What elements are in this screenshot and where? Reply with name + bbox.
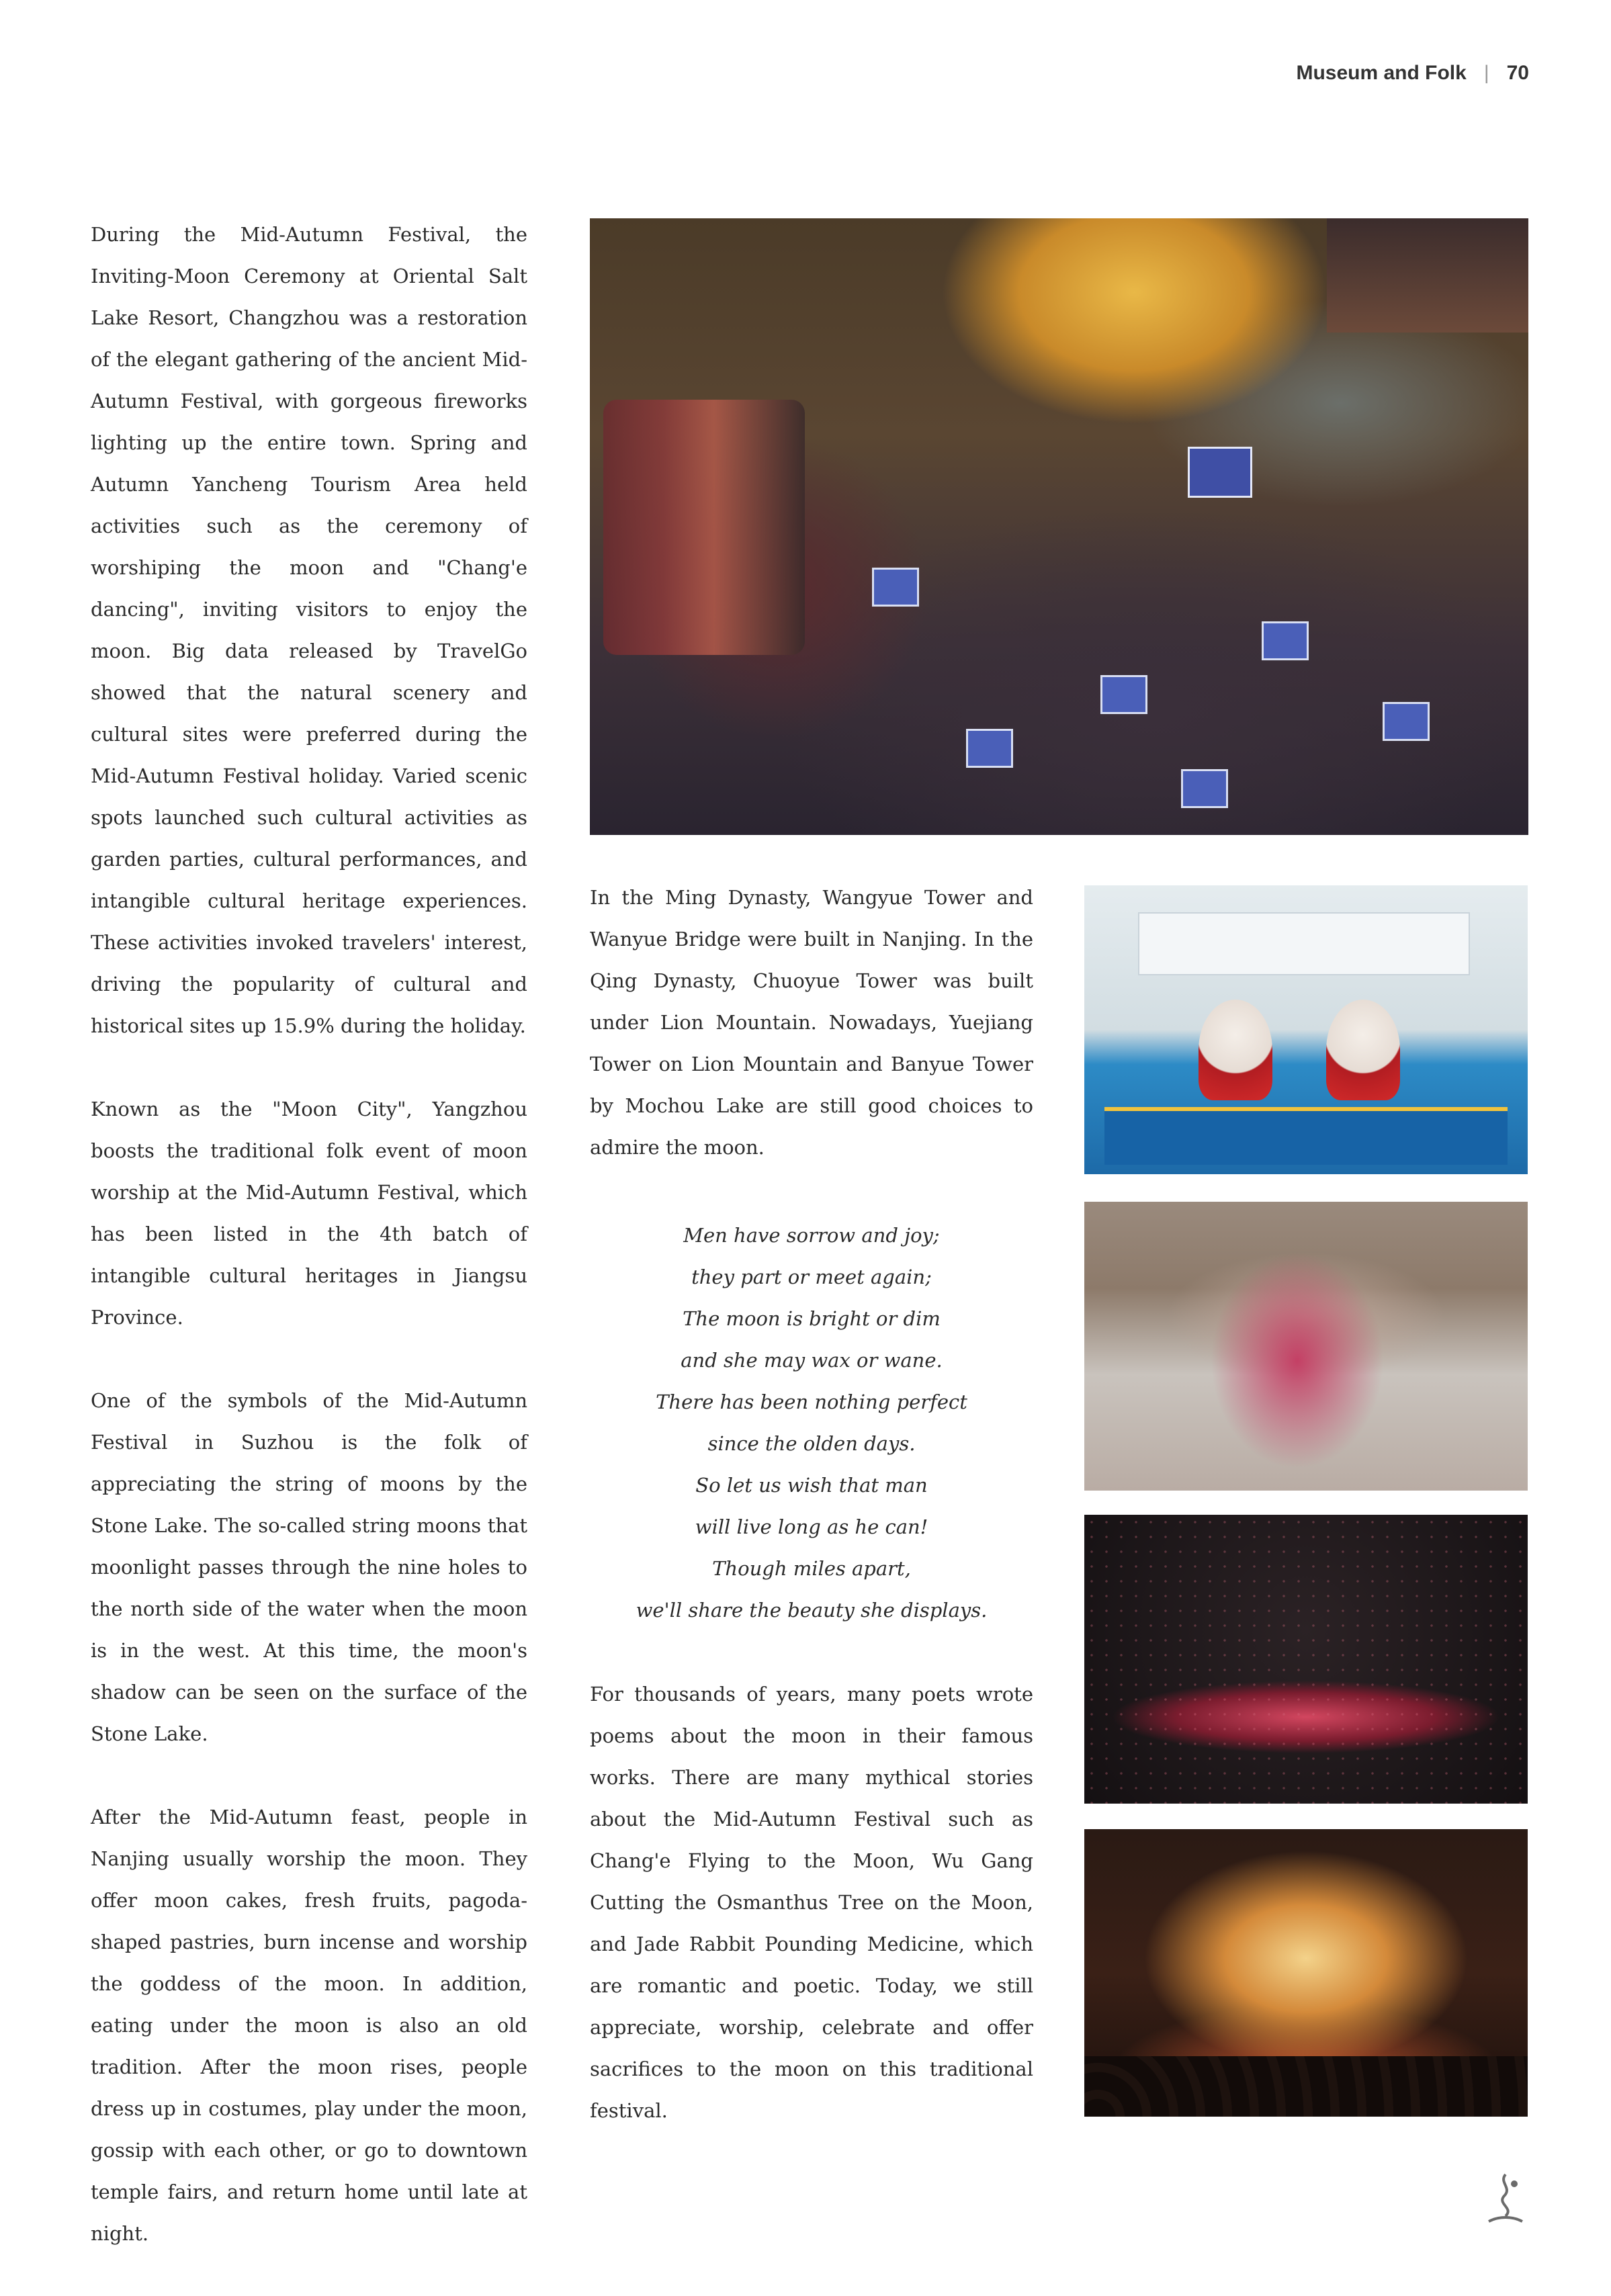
poem-line: since the olden days.: [707, 1432, 916, 1455]
exhibition-sign-shape: [1138, 912, 1470, 975]
night-stage-performance-photo: [1084, 1515, 1528, 1804]
mascot-figure-shape: [1199, 1000, 1272, 1100]
stage-lights-texture: [1084, 1515, 1528, 1804]
section-title: Museum and Folk: [1296, 62, 1467, 84]
crowd-festival-photo: [590, 218, 1528, 835]
poem-line: and she may wax or wane.: [681, 1349, 943, 1372]
poem-line: The moon is bright or dim: [683, 1307, 941, 1330]
poem-line: will live long as he can!: [695, 1515, 928, 1538]
paragraph-changzhou: During the Mid-Autumn Festival, the Inviting-Moon Ceremony at Oriental Salt Lake Resort, Changzhou was a restoration of the elegant gathering of the ancient Mid-Autumn Festival, with gorgeous fireworks lighting up the entire town. Spring and Autumn Yancheng Tourism Area held activities such as the ceremony of worshiping the moon and "Chang'e dancing", inviting visitors to enjoy the moon. Big data released by TravelGo showed that the natural scenery and cultural sites were preferred during the Mid-Autumn Festival holiday. Varied scenic spots launched such cultural activities as garden parties, cultural performances, and intangible cultural heritage experiences. These activities invoked travelers' interest, driving the popularity of cultural and historical sites up 15.9% during the holiday.: [91, 223, 527, 1037]
paragraph-suzhou: One of the symbols of the Mid-Autumn Festival in Suzhou is the folk of appreciating the string of moons by the Stone Lake. The so-called string moons that moonlight passes through the nine holes to the north side of the water when the moon is in the west. At this time, the moon's shadow can be seen on the surface of the Stone Lake.: [91, 1389, 527, 1745]
poem-line: So let us wish that man: [695, 1474, 928, 1497]
poem-line: we'll share the beauty she displays.: [636, 1599, 988, 1622]
paragraph-poets-myths: For thousands of years, many poets wrote poems about the moon in their famous works. There are many mythical stories about the Mid-Autumn Festival such as Chang'e Flying to the Moon, Wu Gang Cutting the Osmanthus Tree on the Moon, and Jade Rabbit Pounding Medicine, which are romantic and poetic. Today, we still appreciate, worship, celebrate and offer sacrifices to the moon on this traditional festival.: [590, 1683, 1033, 2122]
mascot-figure-shape: [1326, 1000, 1400, 1100]
crowd-silhouette-shape: [1084, 2056, 1528, 2117]
paragraph-nanjing: After the Mid-Autumn feast, people in Nanjing usually worship the moon. They offer moon cakes, fresh fruits, pagoda-shaped pastries, burn incense and worship the goddess of the moon. In addition, eating under the moon is also an old tradition. After the moon rises, people dress up in costumes, play under the moon, gossip with each other, or go to downtown temple fairs, and return home until late at night.: [91, 1806, 527, 2245]
fireworks-photo: [1084, 1829, 1528, 2117]
sign-board-shape: [1262, 621, 1309, 660]
poem-block: [590, 1215, 1033, 1631]
poem-line: There has been nothing perfect: [656, 1390, 967, 1413]
mascot-display-photo: [1084, 885, 1528, 1174]
publisher-logo-icon: [1482, 2169, 1529, 2229]
blue-flag-shape: [1188, 447, 1252, 498]
sign-board-shape: [1383, 702, 1430, 741]
performers-group-shape: [603, 400, 805, 655]
running-header: [1296, 62, 1529, 85]
paragraph-nanjing-towers: In the Ming Dynasty, Wangyue Tower and Wanyue Bridge were built in Nanjing. In the Qing Dynasty, Chuoyue Tower was built under Lion Mountain. Nowadays, Yuejiang Tower on Lion Mountain and Banyue Tower by Mochou Lake are still good choices to admire the moon.: [590, 886, 1033, 1159]
poem-line: Men have sorrow and joy;: [683, 1224, 940, 1247]
page-number: 70: [1506, 62, 1529, 84]
left-text-column: [91, 214, 527, 2296]
poem-line: they part or meet again;: [691, 1266, 932, 1288]
blue-banner-shape: [1104, 1107, 1508, 1165]
sign-board-shape: [1100, 675, 1147, 714]
middle-text-bottom: [590, 1673, 1033, 2173]
header-separator: |: [1483, 62, 1489, 84]
dance-performance-photo: [1084, 1202, 1528, 1491]
sign-board-shape: [872, 568, 919, 607]
sign-board-shape: [1181, 769, 1228, 808]
poem-line: Though miles apart,: [712, 1557, 911, 1580]
temple-roof-shape: [1327, 218, 1528, 333]
middle-text-top: [590, 877, 1033, 1210]
sign-board-shape: [966, 729, 1013, 768]
paragraph-yangzhou: Known as the "Moon City", Yangzhou boosts the traditional folk event of moon worship at the Mid-Autumn Festival, which has been listed in the 4th batch of intangible cultural heritages in Jiangsu Province.: [91, 1098, 527, 1329]
